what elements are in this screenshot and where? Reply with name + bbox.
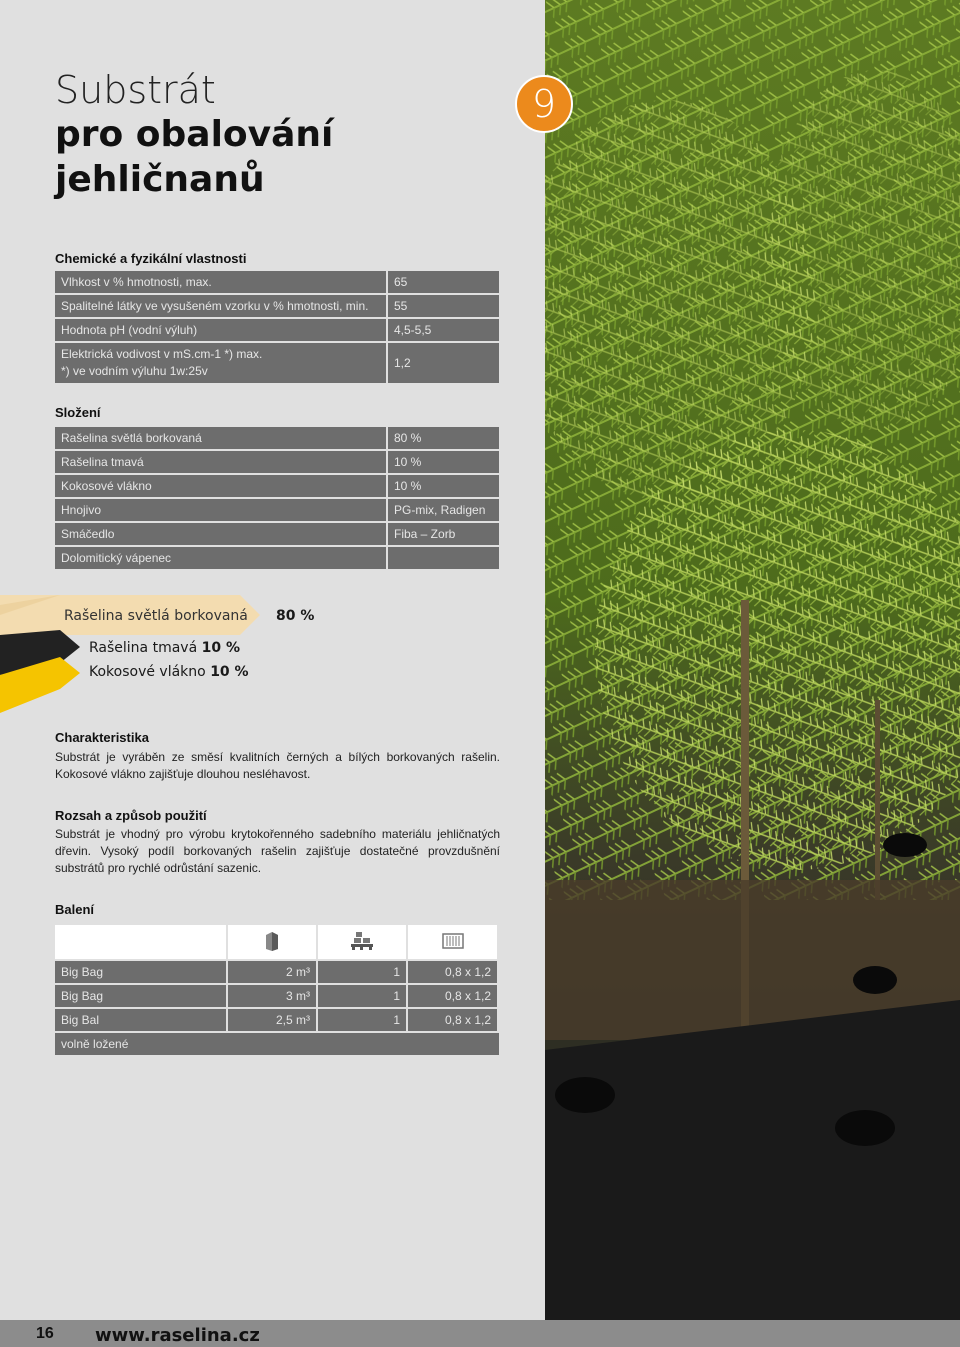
- composition-value: PG-mix, Radigen: [388, 499, 499, 521]
- chem-label: Spalitelné látky ve vysušeném vzorku v % hmotnosti, min.: [55, 295, 388, 317]
- chem-label: Hodnota pH (vodní výluh): [55, 319, 388, 341]
- pack-name: volně ložené: [55, 1033, 499, 1055]
- chem-table: [55, 269, 499, 385]
- usage-text: Substrát je vhodný pro výrobu krytokořenného sadebního materiálu jehličnatých dřevin. Vysoký podíl borkovaných rašelin zajišťuje dostatečné provzdušnění substrátů pro rychlé odrůstání sazenic.: [55, 827, 500, 875]
- mix-dark-value: 10 %: [201, 640, 241, 656]
- chem-label-line1: Elektrická vodivost v mS.cm-1 *) max.: [61, 347, 263, 361]
- composition-label: Kokosové vlákno: [55, 475, 388, 497]
- table-row: [55, 1033, 499, 1055]
- composition-heading: Složení: [55, 405, 101, 420]
- title-line-2: pro obalování: [55, 114, 334, 155]
- chem-label: [55, 343, 388, 383]
- composition-label: Smáčedlo: [55, 523, 388, 545]
- table-row: [55, 961, 499, 983]
- pack-name: Big Bag: [55, 961, 228, 983]
- composition-value: 10 %: [388, 451, 499, 473]
- composition-value: 10 %: [388, 475, 499, 497]
- packaging-table: [55, 923, 499, 1057]
- pack-count: 1: [318, 985, 408, 1007]
- pack-size: 0,8 x 1,2: [408, 985, 499, 1007]
- composition-value: [388, 547, 499, 569]
- mix-coco-row: [89, 664, 249, 680]
- pack-volume: 2,5 m³: [228, 1009, 318, 1031]
- pack-name: Big Bal: [55, 1009, 228, 1031]
- page-title: [55, 68, 333, 202]
- chem-value: 55: [388, 295, 499, 317]
- table-row: [55, 547, 499, 569]
- title-line-1: Substrát: [55, 68, 216, 112]
- table-row: [55, 499, 499, 521]
- mix-main-value: 80 %: [276, 608, 315, 624]
- page-number: 16: [36, 1325, 54, 1342]
- pack-volume: 3 m³: [228, 985, 318, 1007]
- table-row: [55, 1009, 499, 1031]
- composition-table: [55, 425, 499, 571]
- chem-value: 1,2: [388, 343, 499, 383]
- footer: [0, 1320, 960, 1347]
- chem-value: 4,5-5,5: [388, 319, 499, 341]
- table-row: [55, 475, 499, 497]
- product-number-badge: 9: [515, 75, 573, 133]
- mix-dark-row: [89, 640, 240, 656]
- composition-label: Hnojivo: [55, 499, 388, 521]
- pack-count: 1: [318, 1009, 408, 1031]
- title-line-3: jehličnanů: [55, 159, 265, 200]
- table-row: [55, 319, 499, 341]
- chem-label-line2: *) ve vodním výluhu 1w:25v: [61, 364, 208, 378]
- table-row: [55, 343, 499, 383]
- mix-coco-value: 10 %: [210, 664, 249, 680]
- table-row: [55, 985, 499, 1007]
- seedling-photo: [545, 0, 960, 1320]
- characteristics-text: Substrát je vyráběn ze směsí kvalitních černých a bílých borkovaných rašelin. Kokosové vlákno zajišťuje dlouhou nesléhavost.: [55, 750, 500, 781]
- table-row: [55, 295, 499, 317]
- characteristics-heading: Charakteristika: [55, 730, 149, 745]
- table-row: [55, 271, 499, 293]
- bag-icon: [228, 925, 318, 959]
- table-row: [55, 523, 499, 545]
- chem-heading: Chemické a fyzikální vlastnosti: [55, 251, 247, 266]
- usage-heading: Rozsah a způsob použití: [55, 808, 207, 823]
- pack-size: 0,8 x 1,2: [408, 961, 499, 983]
- composition-label: Rašelina tmavá: [55, 451, 388, 473]
- pack-count: 1: [318, 961, 408, 983]
- table-row: [55, 451, 499, 473]
- chem-label: Vlhkost v % hmotnosti, max.: [55, 271, 388, 293]
- pallet-size-icon: [408, 925, 499, 959]
- composition-value: 80 %: [388, 427, 499, 449]
- packaging-heading: Balení: [55, 902, 95, 917]
- website-link[interactable]: www.raselina.cz: [95, 1325, 260, 1346]
- table-row: [55, 427, 499, 449]
- pallet-stack-icon: [318, 925, 408, 959]
- mix-main-label: Rašelina světlá borkovaná: [64, 608, 248, 624]
- pack-name: Big Bag: [55, 985, 228, 1007]
- composition-label: Dolomitický vápenec: [55, 547, 388, 569]
- pack-size: 0,8 x 1,2: [408, 1009, 499, 1031]
- packaging-icon-row: [55, 925, 499, 959]
- packaging-header-empty: [55, 925, 228, 959]
- seedling-image: [545, 0, 960, 1320]
- composition-label: Rašelina světlá borkovaná: [55, 427, 388, 449]
- chem-value: 65: [388, 271, 499, 293]
- pack-volume: 2 m³: [228, 961, 318, 983]
- composition-value: Fiba – Zorb: [388, 523, 499, 545]
- mix-dark-label: Rašelina tmavá: [89, 640, 198, 656]
- mix-coco-label: Kokosové vlákno: [89, 664, 206, 680]
